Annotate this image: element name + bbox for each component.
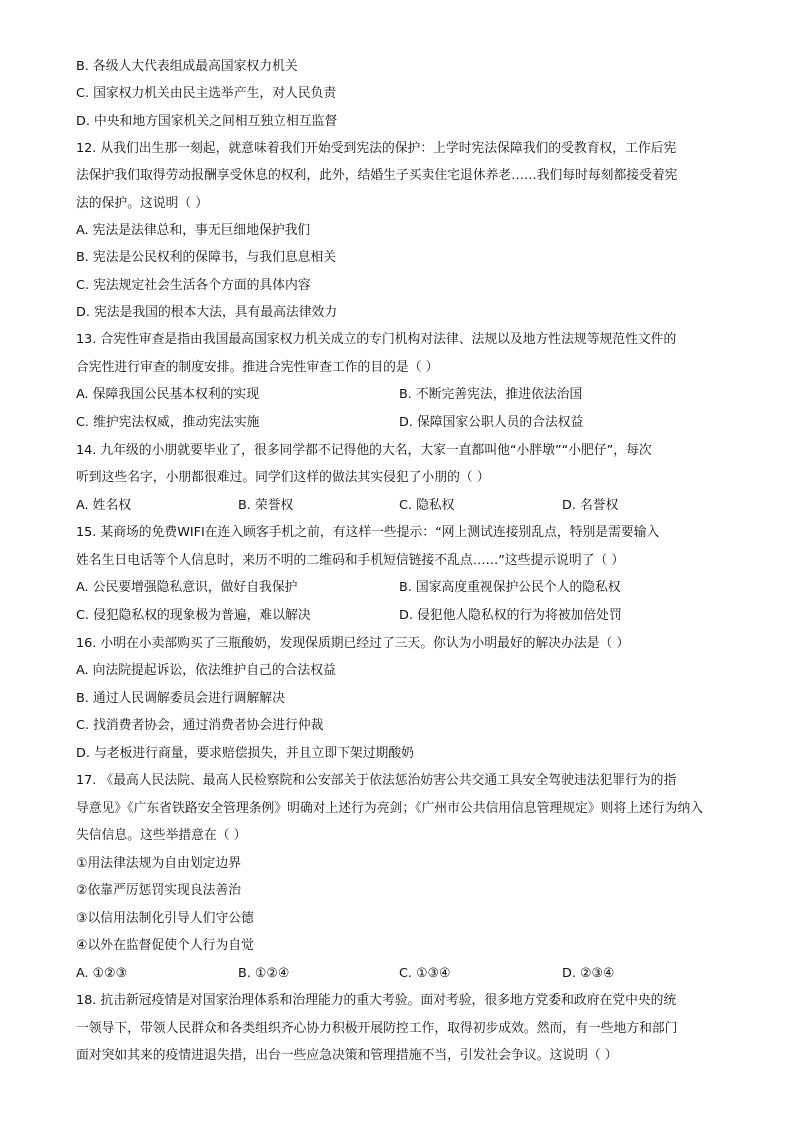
q14-stem-line-2: 听到这些名字，小朋都很难过。同学们这样的做法其实侵犯了小朋的（ ） [76, 470, 490, 485]
q17-stem-line-1: 17. 《最高人民法院、最高人民检察院和公安部关于依法惩治妨害公共交通工具安全驾驶违法犯罪行为的指 [76, 773, 677, 788]
q12-stem-line-2: 法保护我们取得劳动报酬享受休息的权利，此外，结婚生子买卖住宅退休养老……我们每时每刻都接受着宪 [76, 168, 678, 183]
q17-statement-1: ①用法律法规为自由划定边界 [76, 856, 242, 871]
q11-option-b: B. 各级人大代表组成最高国家权力机关 [76, 59, 298, 74]
q12-stem-line-3: 法的保护。这说明（ ） [76, 196, 209, 211]
q15-option-d: D. 侵犯他人隐私权的行为将被加倍处罚 [399, 608, 622, 623]
q17-option-c: C. ①③④ [399, 966, 451, 981]
q17-option-d: D. ②③④ [562, 966, 615, 981]
q15-stem-line-2: 姓名生日电话等个人信息时，来历不明的二维码和手机短信链接不乱点……”这些提示说明了（ ） [76, 553, 625, 568]
q13-stem-line-2: 合宪性进行审查的制度安排。推进合宪性审查工作的目的是（ ） [76, 360, 439, 375]
q13-stem-line-1: 13. 合宪性审查是指由我国最高国家权力机关成立的专门机构对法律、法规以及地方性法规等规范性文件的 [76, 332, 677, 347]
q14-option-a: A. 姓名权 [76, 498, 132, 513]
q15-stem-line-1: 15. 某商场的免费WIFI在连入顾客手机之前，有这样一些提示：“网上测试连接别乱点，特别是需要输入 [76, 525, 660, 540]
q13-option-d: D. 保障国家公职人员的合法权益 [399, 415, 584, 430]
q17-stem-line-3: 失信信息。这些举措意在（ ） [76, 828, 247, 843]
q15-option-b: B. 国家高度重视保护公民个人的隐私权 [399, 580, 621, 595]
q17-option-a: A. ①②③ [76, 966, 128, 981]
q16-option-c: C. 找消费者协会，通过消费者协会进行仲裁 [76, 718, 324, 733]
q17-option-b: B. ①②④ [238, 966, 290, 981]
q14-stem-line-1: 14. 九年级的小朋就要毕业了，很多同学都不记得他的大名，大家一直都叫他“小胖墩”“小肥仔”，每次 [76, 443, 652, 458]
q11-option-d: D. 中央和地方国家机关之间相互独立相互监督 [76, 114, 338, 129]
q12-option-a: A. 宪法是法律总和，事无巨细地保护我们 [76, 223, 311, 238]
q17-stem-line-2: 导意见》《广东省铁路安全管理条例》明确对上述行为亮剑；《广州市公共信用信息管理规定》则将上述行为纳入 [76, 801, 704, 816]
q11-option-c: C. 国家权力机关由民主选举产生，对人民负责 [76, 86, 337, 101]
q18-stem-line-1: 18. 抗击新冠疫情是对国家治理体系和治理能力的重大考验。面对考验，很多地方党委和政府在党中央的统 [76, 993, 677, 1008]
q12-option-c: C. 宪法规定社会生活各个方面的具体内容 [76, 278, 311, 293]
q16-option-d: D. 与老板进行商量，要求赔偿损失，并且立即下架过期酸奶 [76, 746, 414, 761]
q14-option-b: B. 荣誉权 [238, 498, 294, 513]
q12-stem-line-1: 12. 从我们出生那一刻起，就意味着我们开始受到宪法的保护：上学时宪法保障我们的受教育权，工作后宪 [76, 141, 677, 156]
q13-option-b: B. 不断完善宪法，推进依法治国 [399, 387, 583, 402]
q17-statement-2: ②依靠严厉惩罚实现良法善治 [76, 883, 242, 898]
q12-option-b: B. 宪法是公民权利的保障书，与我们息息相关 [76, 250, 337, 265]
q14-option-d: D. 名誉权 [562, 498, 619, 513]
q15-option-a: A. 公民要增强隐私意识，做好自我保护 [76, 580, 298, 595]
q17-statement-3: ③以信用法制化引导人们守公德 [76, 911, 254, 926]
q17-statement-4: ④以外在监督促使个人行为自觉 [76, 938, 254, 953]
q18-stem-line-3: 面对突如其来的疫情进退失措，出台一些应急决策和管理措施不当，引发社会争议。这说明（ ） [76, 1048, 618, 1063]
q16-option-b: B. 通过人民调解委员会进行调解解决 [76, 691, 285, 706]
q18-stem-line-2: 一领导下，带领人民群众和各类组织齐心协力积极开展防控工作，取得初步成效。然而，有一些地方和部门 [76, 1021, 678, 1036]
q13-option-a: A. 保障我国公民基本权利的实现 [76, 387, 260, 402]
q13-option-c: C. 维护宪法权威，推动宪法实施 [76, 415, 260, 430]
q16-option-a: A. 向法院提起诉讼，依法维护自己的合法权益 [76, 663, 336, 678]
q16-stem-line-1: 16. 小明在小卖部购买了三瓶酸奶，发现保质期已经过了三天。你认为小明最好的解决办法是（ ） [76, 636, 630, 651]
q15-option-c: C. 侵犯隐私权的现象极为普遍，难以解决 [76, 608, 311, 623]
q12-option-d: D. 宪法是我国的根本大法，具有最高法律效力 [76, 305, 338, 320]
q14-option-c: C. 隐私权 [399, 498, 455, 513]
